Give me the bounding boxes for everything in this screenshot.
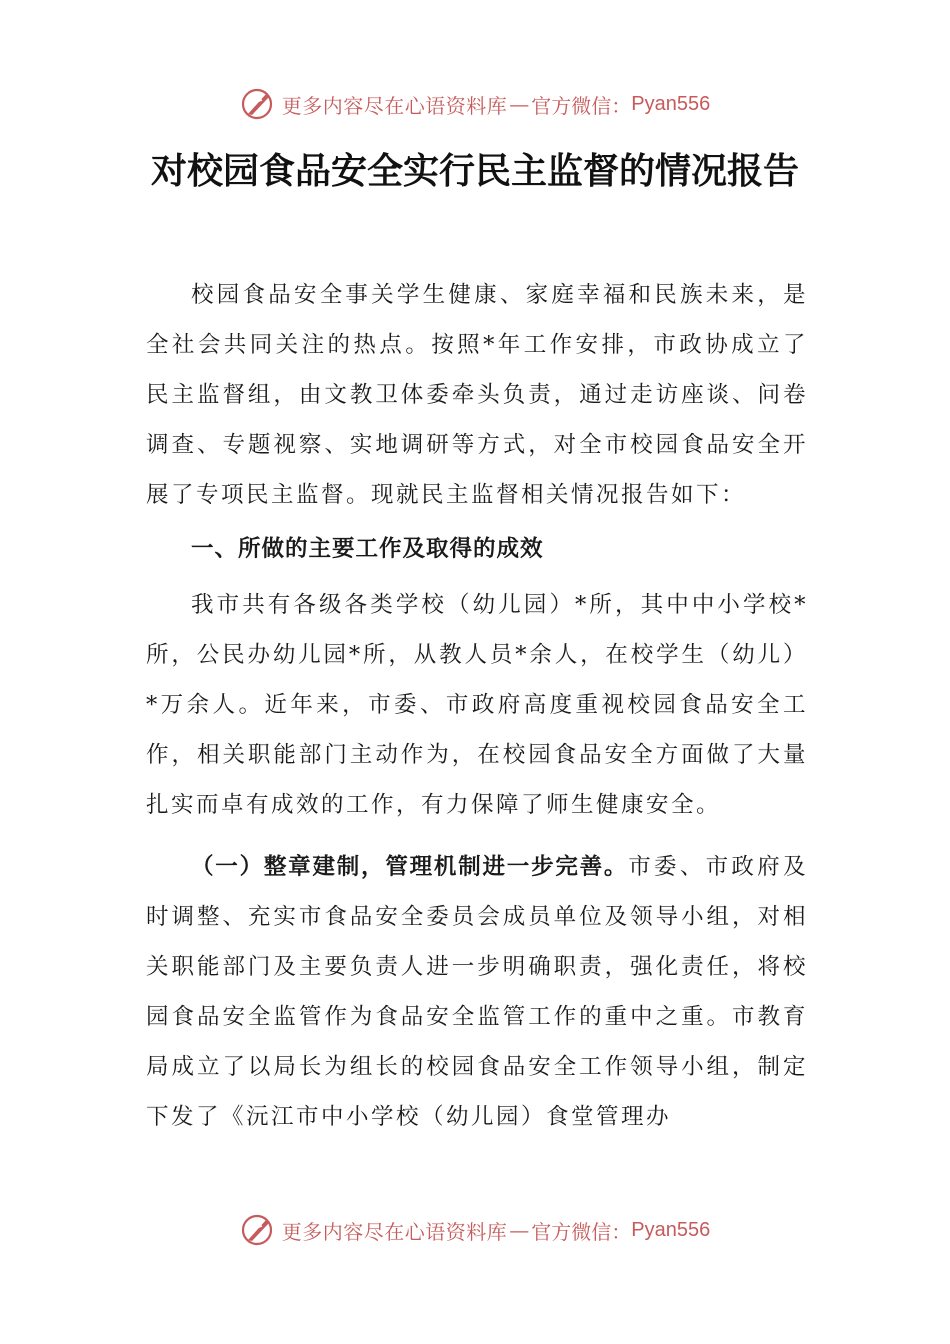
quill-logo-icon bbox=[240, 1212, 276, 1248]
banner-text: 更多内容尽在心语资料库 bbox=[281, 1219, 508, 1244]
quill-logo-icon bbox=[240, 86, 276, 122]
banner-text: 更多内容尽在心语资料库 bbox=[281, 93, 508, 118]
banner-label: 官方微信： bbox=[531, 1219, 632, 1244]
banner-dash: — bbox=[509, 1218, 530, 1242]
paragraph-subsection-1 bbox=[146, 842, 808, 1142]
banner-dash: — bbox=[509, 92, 530, 116]
subsection-text: 市委、市政府及时调整、充实市食品安全委员会成员单位及领导小组，对相关职能部门及主要负责人进一步明确职责，强化责任，将校园食品安全监管作为食品安全监管工作的重中之重。市教育局成立了以局长为组长的校园食品安全工作领导小组，制定下发了《沅江市中小学校（幼儿园）食堂管理办 bbox=[146, 854, 808, 1130]
header-banner bbox=[0, 84, 950, 124]
footer-banner bbox=[0, 1210, 950, 1250]
paragraph-intro: 校园食品安全事关学生健康、家庭幸福和民族未来，是全社会共同关注的热点。按照*年工作安排，市政协成立了民主监督组，由文教卫体委牵头负责，通过走访座谈、问卷调查、专题视察、实地调研等方式，对全市校园食品安全开展了专项民主监督。现就民主监督相关情况报告如下： bbox=[146, 282, 808, 508]
paragraph-overview: 我市共有各级各类学校（幼儿园）*所，其中中小学校*所，公民办幼儿园*所，从教人员*余人，在校学生（幼儿）*万余人。近年来，市委、市政府高度重视校园食品安全工作，相关职能部门主动作为，在校园食品安全方面做了大量扎实而卓有成效的工作，有力保障了师生健康安全。 bbox=[146, 592, 808, 818]
section-heading-1: 一、所做的主要工作及取得的成效 bbox=[191, 536, 544, 562]
document-body bbox=[146, 270, 808, 1142]
banner-wechat-id: Pyan556 bbox=[631, 1218, 711, 1241]
subsection-lead: （一）整章建制，管理机制进一步完善。 bbox=[191, 854, 629, 880]
banner-label: 官方微信： bbox=[531, 93, 632, 118]
document-title: 对校园食品安全实行民主监督的情况报告 bbox=[150, 151, 799, 192]
banner-wechat-id: Pyan556 bbox=[631, 92, 711, 115]
